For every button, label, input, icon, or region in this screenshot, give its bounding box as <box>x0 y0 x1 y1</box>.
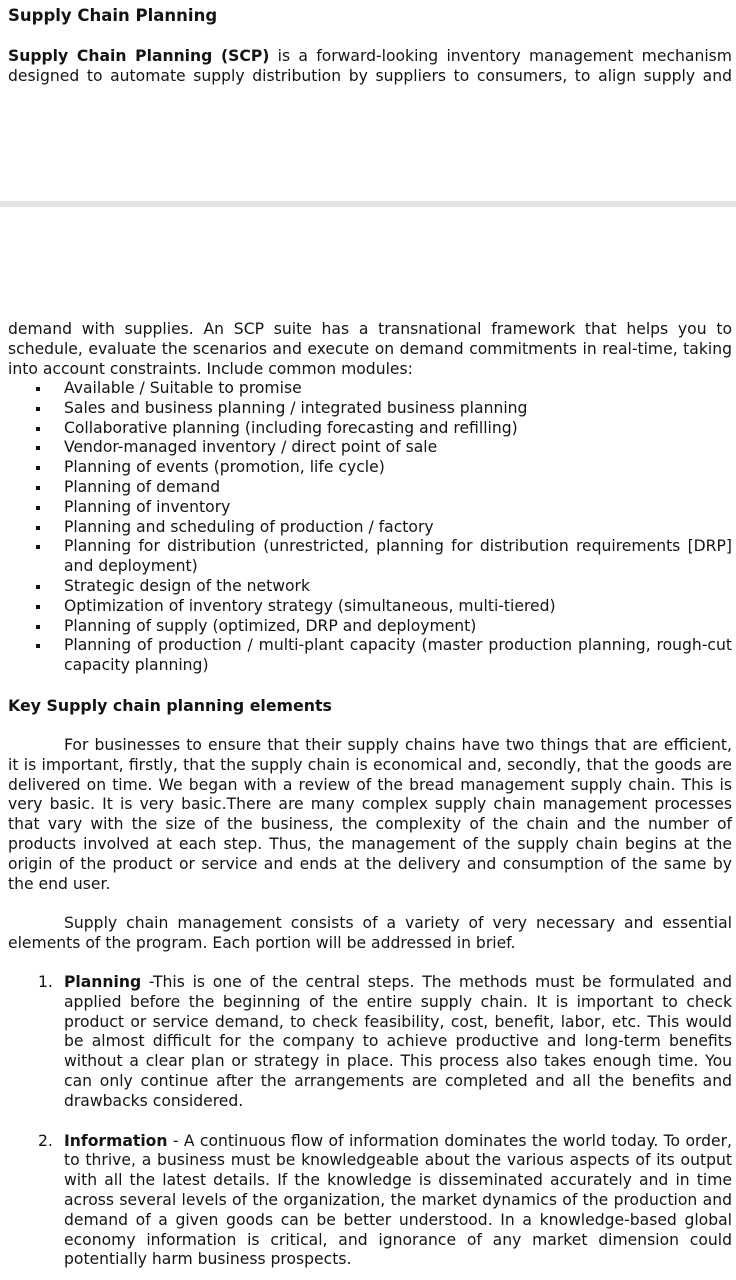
list-item: Planning of demand <box>8 478 732 498</box>
intro-paragraph-continued: demand with supplies. An SCP suite has a transnational framework that helps you to schedule, evaluate the scenarios and execute on demand commitments in real-time, taking into account constraints. Include common modules: <box>8 320 732 378</box>
list-item <box>8 973 732 1112</box>
step-text: - A continuous flow of information dominates the world today. To order, to thrive, a business must be knowledgeable about the various aspects of its output with all the latest details. If the knowledge is disseminated accurately and in time across several levels of the organization, the market dynamics of the production and demand of a given goods can be better understood. In a knowledge-based global economy information is critical, and ignorance of any market dimension could potentially harm business prospects. <box>64 1131 732 1269</box>
step-number: 2. <box>38 1131 53 1150</box>
list-item: Planning of inventory <box>8 498 732 518</box>
section-heading: Key Supply chain planning elements <box>8 696 332 715</box>
list-item: Available / Suitable to promise <box>8 379 732 399</box>
modules-list <box>8 379 732 676</box>
list-item: Planning of production / multi-plant capacity (master production planning, rough-cut capacity planning) <box>8 636 732 676</box>
intro-text-a: is a forward-looking inventory management mechanism designed to automate supply distribution by suppliers to consumers, to align supply and <box>8 47 732 85</box>
list-item: Sales and business planning / integrated business planning <box>8 399 732 419</box>
document-title: Supply Chain Planning <box>8 6 218 25</box>
list-item: Planning for distribution (unrestricted, planning for distribution requirements [DRP] and deployment) <box>8 537 732 577</box>
intro-paragraph-start <box>8 47 732 87</box>
body-paragraph-2: Supply chain management consists of a variety of very necessary and essential elements of the program. Each portion will be addressed in brief. <box>8 914 732 952</box>
step-text: -This is one of the central steps. The methods must be formulated and applied before the beginning of the entire supply chain. It is important to check product or service demand, to check feasibility, cost, benefit, labor, etc. This would be almost difficult for the company to achieve productive and long-term benefits without a clear plan or strategy in place. This process also takes enough time. You can only continue after the arrangements are completed and all the benefits and drawbacks considered. <box>64 973 732 1110</box>
list-item: Optimization of inventory strategy (simultaneous, multi-tiered) <box>8 597 732 617</box>
step-number: 1. <box>38 973 53 991</box>
step-term: Information <box>64 1131 168 1150</box>
step-term: Planning <box>64 973 142 991</box>
list-item: Planning of supply (optimized, DRP and deployment) <box>8 617 732 637</box>
scp-term: Supply Chain Planning (SCP) <box>8 47 270 65</box>
list-item: Planning and scheduling of production / factory <box>8 518 732 538</box>
list-item <box>8 1132 732 1271</box>
list-item: Vendor-managed inventory / direct point of sale <box>8 438 732 458</box>
list-item: Collaborative planning (including forecasting and refilling) <box>8 419 732 439</box>
body-paragraph-1: For businesses to ensure that their supply chains have two things that are efficient, it is important, firstly, that the supply chain is economical and, secondly, that the goods are delivered on time. We began with a review of the bread management supply chain. This is very basic. It is very basic.There are many complex supply chain management processes that vary with the size of the business, the complexity of the chain and the number of products involved at each step. Thus, the management of the supply chain begins at the origin of the product or service and ends at the delivery and consumption of the same by the end user. <box>8 736 732 893</box>
list-item: Strategic design of the network <box>8 577 732 597</box>
list-item: Planning of events (promotion, life cycle) <box>8 458 732 478</box>
page-break-divider <box>0 201 736 207</box>
elements-list <box>8 973 732 1270</box>
